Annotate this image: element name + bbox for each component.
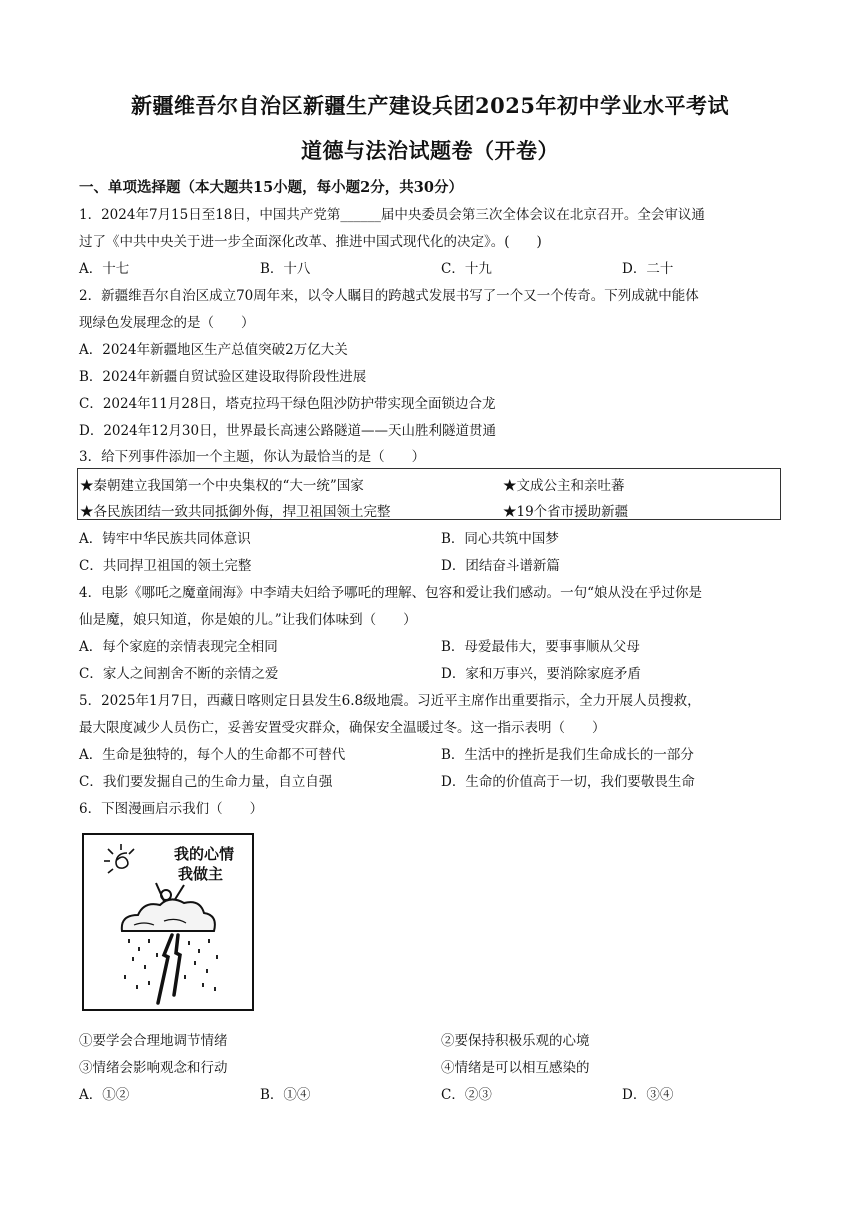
q4-option-d: D．家和万事兴，要消除家庭矛盾 bbox=[441, 666, 641, 682]
section-heading: 一、单项选择题（本大题共15小题，每小题2分，共30分） bbox=[79, 179, 463, 196]
comic-caption-line1: 我的心情 bbox=[174, 845, 235, 863]
q6-option-a: A．①② bbox=[79, 1087, 130, 1103]
q2-option-b: B．2024年新疆自贸试验区建设取得阶段性进展 bbox=[79, 369, 367, 385]
q4-option-b: B．母爱最伟大，要事事顺从父母 bbox=[441, 639, 640, 655]
q4-stem-line2: 仙是魔，娘只知道，你是娘的儿。”让我们体味到（ ） bbox=[79, 612, 417, 628]
exam-title-line1: 新疆维吾尔自治区新疆生产建设兵团2025年初中学业水平考试 bbox=[131, 93, 729, 118]
comic-caption-line2: 我做主 bbox=[178, 865, 224, 883]
q2-stem-line1: 2．新疆维吾尔自治区成立70周年来，以令人瞩目的跨越式发展书写了一个又一个传奇。下列成就中能体 bbox=[79, 288, 699, 304]
cloud-shape bbox=[122, 899, 215, 931]
q5-option-d: D．生命的价值高于一切，我们要敬畏生命 bbox=[441, 774, 695, 790]
q3-stem-line1: 3．给下列事件添加一个主题，你认为最恰当的是（ ） bbox=[79, 449, 426, 465]
q6-option-c: C．②③ bbox=[441, 1087, 492, 1103]
q1-option-c: C．十九 bbox=[441, 261, 492, 277]
q3-event-box bbox=[77, 468, 781, 520]
comic-image bbox=[82, 833, 254, 1011]
sun-icon bbox=[104, 844, 134, 873]
q6-statement-2: ②要保持积极乐观的心境 bbox=[441, 1033, 590, 1049]
q2-option-c: C．2024年11月28日，塔克拉玛干绿色阻沙防护带实现全面锁边合龙 bbox=[79, 396, 496, 412]
q3-option-c: C．共同捍卫祖国的领土完整 bbox=[79, 558, 252, 574]
q1-option-b: B．十八 bbox=[260, 261, 311, 277]
q6-statement-1: ①要学会合理地调节情绪 bbox=[79, 1033, 228, 1049]
q3-event-4: ★19个省市援助新疆 bbox=[503, 504, 629, 520]
q5-option-c: C．我们要发掘自己的生命力量，自立自强 bbox=[79, 774, 333, 790]
q3-option-a: A．铸牢中华民族共同体意识 bbox=[79, 531, 251, 547]
q6-stem-line1: 6．下图漫画启示我们（ ） bbox=[79, 801, 264, 817]
q5-stem-line2: 最大限度减少人员伤亡，妥善安置受灾群众，确保安全温暖过冬。这一指示表明（ ） bbox=[79, 720, 606, 736]
q6-option-d: D．③④ bbox=[622, 1087, 674, 1103]
rain-drops bbox=[124, 939, 218, 991]
q4-option-c: C．家人之间割舍不断的亲情之爱 bbox=[79, 666, 279, 682]
q5-stem-line1: 5．2025年1月7日，西藏日喀则定日县发生6.8级地震。习近平主席作出重要指示，全力开展人员搜救， bbox=[79, 693, 701, 709]
q3-event-1: ★秦朝建立我国第一个中央集权的“大一统”国家 bbox=[80, 478, 364, 494]
q5-option-b: B．生活中的挫折是我们生命成长的一部分 bbox=[441, 747, 694, 763]
q1-option-a: A．十七 bbox=[79, 261, 130, 277]
lightning-bolts bbox=[158, 935, 180, 1003]
q1-stem-line2: 过了《中共中央关于进一步全面深化改革、推进中国式现代化的决定》。( ) bbox=[79, 234, 542, 250]
q4-option-a: A．每个家庭的亲情表现完全相同 bbox=[79, 639, 278, 655]
q3-event-2: ★文成公主和亲吐蕃 bbox=[503, 478, 625, 494]
q2-stem-line2: 现绿色发展理念的是（ ） bbox=[79, 315, 255, 331]
exam-title-line2: 道德与法治试题卷（开卷） bbox=[301, 138, 559, 163]
q1-stem-line1: 1．2024年7月15日至18日，中国共产党第______届中央委员会第三次全体会议在北京召开。全会审议通 bbox=[79, 207, 705, 223]
q3-option-d: D．团结奋斗谱新篇 bbox=[441, 558, 560, 574]
q2-option-a: A．2024年新疆地区生产总值突破2万亿大关 bbox=[79, 342, 348, 358]
q1-option-d: D．二十 bbox=[622, 261, 674, 277]
q4-stem-line1: 4．电影《哪吒之魔童闹海》中李靖夫妇给予哪吒的理解、包容和爱让我们感动。一句“娘从没在乎过你是 bbox=[79, 585, 702, 601]
q6-option-b: B．①④ bbox=[260, 1087, 311, 1103]
q6-statement-4: ④情绪是可以相互感染的 bbox=[441, 1060, 590, 1076]
q2-option-d: D．2024年12月30日，世界最长高速公路隧道——天山胜利隧道贯通 bbox=[79, 423, 497, 439]
q3-event-3: ★各民族团结一致共同抵御外侮，捍卫祖国领土完整 bbox=[80, 504, 391, 520]
q5-option-a: A．生命是独特的，每个人的生命都不可替代 bbox=[79, 747, 346, 763]
q3-option-b: B．同心共筑中国梦 bbox=[441, 531, 559, 547]
q6-statement-3: ③情绪会影响观念和行动 bbox=[79, 1060, 228, 1076]
